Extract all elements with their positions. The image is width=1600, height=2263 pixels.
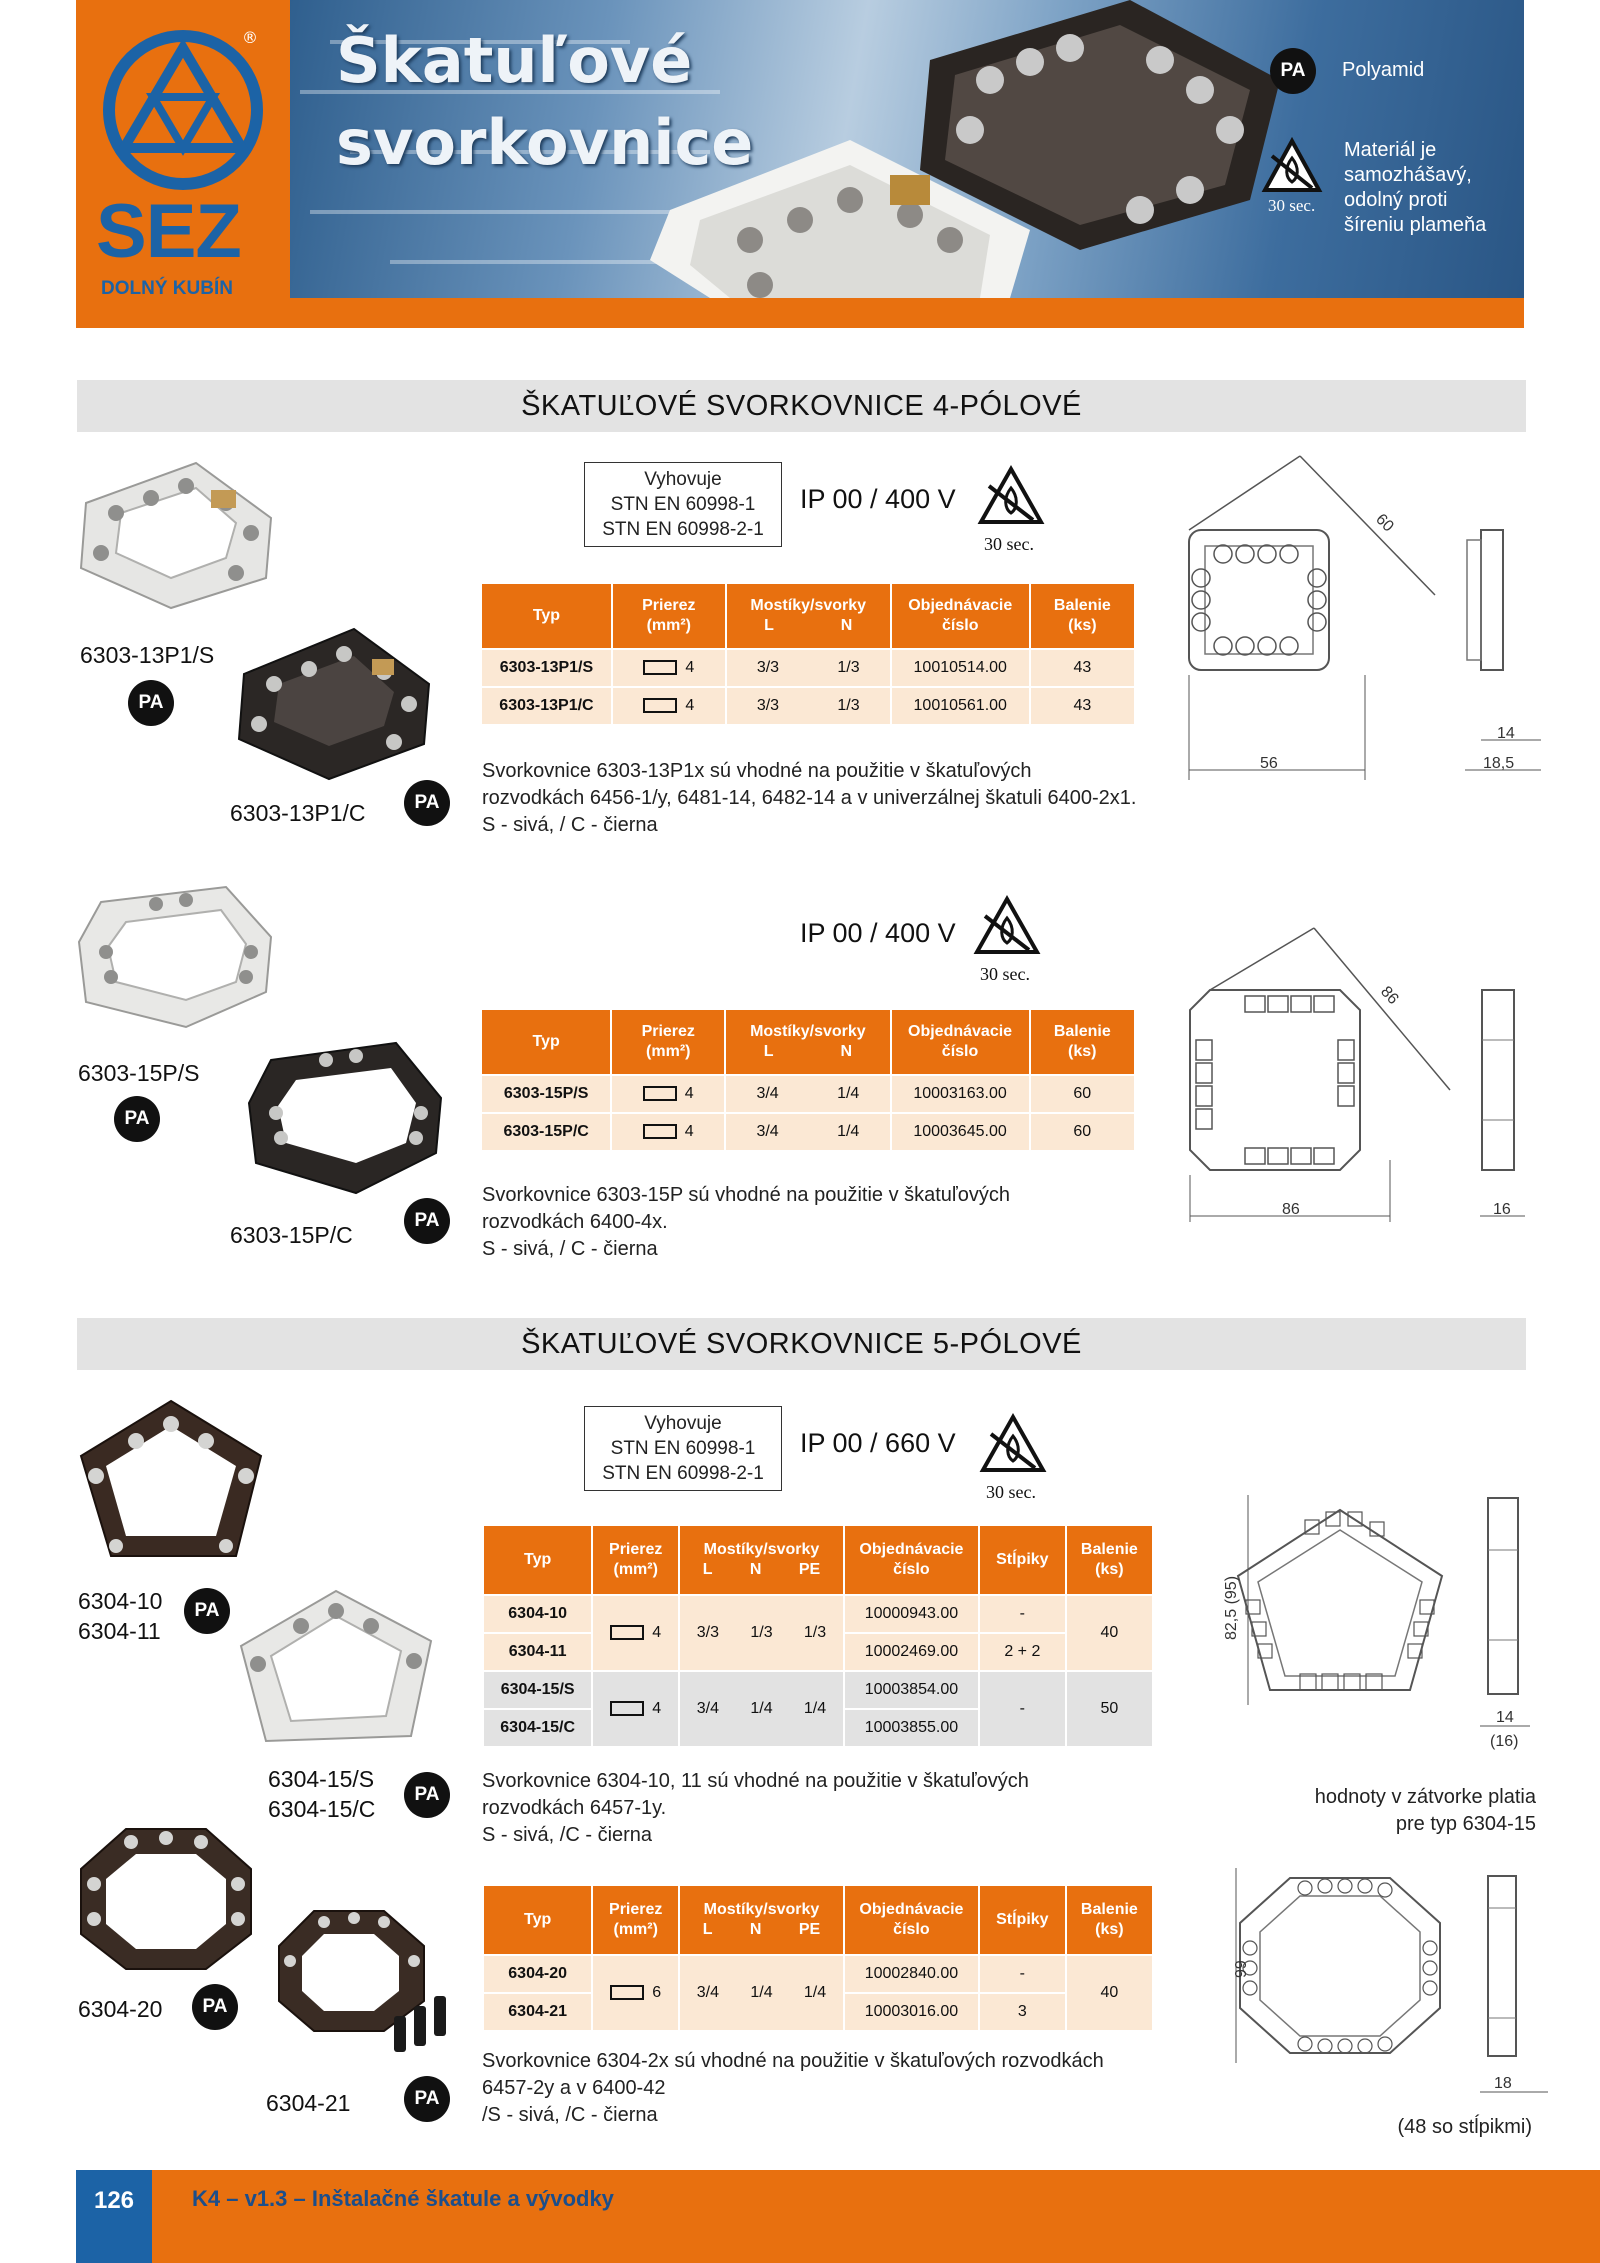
legend-pa-badge: PA — [1270, 48, 1316, 94]
table-row — [482, 650, 1134, 686]
legend-flame-sec: 30 sec. — [1268, 196, 1316, 215]
header-obj-2: číslo — [941, 1043, 979, 1060]
header-prierez-unit: (mm²) — [646, 1043, 691, 1060]
dim-diagonal: 86 — [1377, 983, 1402, 1008]
cell-stl: - — [980, 1672, 1065, 1746]
cell-typ: 6304-15/C — [500, 1719, 575, 1736]
col-objednavacie — [845, 1886, 978, 1954]
title-line-2: svorkovnice — [336, 106, 754, 179]
registered-mark: ® — [242, 28, 258, 47]
label-6304-11: 6304-11 — [78, 1618, 161, 1644]
cell-obj: 10003645.00 — [892, 1114, 1029, 1150]
pa-badge: PA — [184, 1588, 230, 1634]
dim-diagonal: 60 — [1372, 510, 1397, 536]
description — [482, 758, 1202, 839]
legend-line-3: odolný proti — [1344, 189, 1448, 211]
col-objednavacie — [892, 584, 1029, 648]
col-balenie — [1031, 1010, 1134, 1074]
flame-seconds: 30 sec. — [986, 1482, 1036, 1502]
header-N: N — [840, 617, 853, 634]
desc-line-1: Svorkovnice 6304-2x sú vhodné na použitie v škatuľových rozvodkách — [482, 2050, 1104, 2072]
ip-rating: IP 00 / 400 V — [800, 484, 956, 514]
col-prierez — [613, 584, 725, 648]
header-prierez-unit: (mm²) — [613, 1561, 658, 1578]
label-6304-15-S: 6304-15/S — [268, 1766, 375, 1792]
header-N: N — [749, 1561, 762, 1578]
header-N: N — [749, 1921, 762, 1938]
desc-line-1: Svorkovnice 6303-15P sú vhodné na použitie v škatuľových — [482, 1184, 1011, 1206]
dim-side: 16 — [1493, 1201, 1511, 1218]
pa-badge: PA — [192, 1984, 238, 2030]
header-obj-2: číslo — [893, 1921, 930, 1938]
cell-bal: 40 — [1067, 1956, 1152, 2030]
col-prierez — [593, 1886, 678, 1954]
cell-obj: 10003016.00 — [845, 1994, 978, 2030]
desc-line-1: Svorkovnice 6303-13P1x sú vhodné na použitie v škatuľových — [482, 760, 1032, 782]
col-mostiky — [727, 584, 890, 648]
header-bal: Balenie — [1080, 1541, 1138, 1558]
cell-N: 1/4 — [750, 1700, 773, 1717]
table-row — [484, 1956, 1152, 1992]
cell-typ: 6303-13P1/S — [499, 659, 594, 676]
product-label-6303-13P1-C: 6303-13P1/C — [230, 800, 366, 826]
header-bal: Balenie — [1053, 1023, 1111, 1040]
note-6304-15 — [1200, 1784, 1536, 1838]
cell-prierez: 4 — [684, 1123, 694, 1140]
cell-L: 3/3 — [696, 1624, 720, 1641]
col-objednavacie — [892, 1010, 1029, 1074]
desc-line-2: rozvodkách 6400-4x. — [482, 1211, 668, 1233]
spec-table-6303-15P — [480, 1008, 1136, 1152]
cross-section-icon — [643, 698, 677, 713]
header-prierez: Prierez — [609, 1541, 663, 1558]
pa-badge: PA — [404, 1772, 450, 1818]
pa-badge: PA — [404, 1198, 450, 1244]
col-typ: Typ — [482, 584, 611, 648]
standard-box — [584, 1406, 782, 1491]
cell-prierez: 4 — [684, 1085, 694, 1102]
product-label-6304-15 — [268, 1764, 375, 1824]
page-number: 126 — [76, 2170, 152, 2263]
std-line-2: STN EN 60998-1 — [610, 494, 756, 515]
dim-side-1: 14 — [1497, 725, 1515, 742]
cell-bal: 43 — [1031, 650, 1134, 686]
cell-obj: 10003855.00 — [845, 1710, 978, 1746]
dim-width: 86 — [1282, 1201, 1300, 1218]
product-photo-6303-13P1-S — [76, 458, 276, 613]
header-prierez: Prierez — [641, 1023, 695, 1040]
product-photo-6304-15 — [236, 1586, 436, 1746]
spec-table-6304-1x — [482, 1524, 1154, 1748]
col-mostiky — [680, 1886, 843, 1954]
header-PE: PE — [798, 1921, 821, 1938]
section-title-5-pole: ŠKATUĽOVÉ SVORKOVNICE 5-PÓLOVÉ — [77, 1318, 1526, 1370]
desc-line-3: S - sivá, /C - čierna — [482, 1824, 653, 1846]
legend-pa-text: Polyamid — [1342, 59, 1425, 81]
cell-typ: 6304-11 — [508, 1643, 567, 1660]
header-prierez: Prierez — [642, 597, 696, 614]
cell-prierez: 4 — [652, 1700, 662, 1717]
cross-section-icon — [643, 1086, 677, 1101]
label-6304-10: 6304-10 — [78, 1588, 163, 1614]
pa-badge: PA — [128, 680, 174, 726]
header-obj: Objednávacie — [859, 1901, 964, 1918]
desc-line-2: rozvodkách 6456-1/y, 6481-14, 6482-14 a v univerzálnej škatuli 6400-2x1. — [482, 787, 1137, 809]
header-obj: Objednávacie — [908, 1023, 1013, 1040]
cell-stl: - — [980, 1596, 1065, 1632]
legend-line-1: Materiál je — [1344, 139, 1437, 161]
col-prierez — [593, 1526, 678, 1594]
flame-seconds: 30 sec. — [984, 534, 1034, 554]
product-label-6303-15P-S: 6303-15P/S — [78, 1060, 200, 1086]
col-balenie — [1067, 1886, 1152, 1954]
header-prierez-unit: (mm²) — [646, 617, 691, 634]
pa-badge: PA — [404, 780, 450, 826]
spec-table-6304-2x — [482, 1884, 1154, 2032]
footer-band — [76, 2170, 1600, 2263]
desc-line-3: S - sivá, / C - čierna — [482, 814, 658, 836]
std-line-1: Vyhovuje — [644, 1413, 722, 1434]
cell-PE: 1/3 — [803, 1624, 827, 1641]
table-row — [482, 1076, 1134, 1112]
product-photo-6304-20 — [76, 1824, 256, 1974]
desc-line-3: /S - sivá, /C - čierna — [482, 2104, 658, 2126]
header-bal-2: (ks) — [1068, 1043, 1097, 1060]
std-line-3: STN EN 60998-2-1 — [602, 519, 764, 540]
legend-flame-text — [1344, 138, 1486, 238]
cell-typ: 6304-21 — [508, 2003, 567, 2020]
cell-obj: 10002469.00 — [845, 1634, 978, 1670]
cell-prierez: 4 — [652, 1624, 662, 1641]
desc-line-3: S - sivá, / C - čierna — [482, 1238, 658, 1260]
dim-height: 99 — [1233, 1960, 1250, 1978]
header-L: L — [702, 1921, 713, 1938]
table-row — [484, 1672, 1152, 1708]
product-label-6304-10-11 — [78, 1586, 162, 1646]
cell-obj: 10003163.00 — [892, 1076, 1029, 1112]
technical-drawing-6304-2x — [1230, 1868, 1570, 2108]
cell-prierez: 4 — [685, 697, 695, 714]
dim-side: 18 — [1494, 2075, 1512, 2092]
cell-L: 3/3 — [756, 697, 780, 714]
header-PE: PE — [798, 1561, 821, 1578]
cell-obj: 10002840.00 — [845, 1956, 978, 1992]
header-prierez: Prierez — [609, 1901, 663, 1918]
logo-subtitle: DOLNÝ KUBÍN — [101, 278, 233, 299]
header-obj-2: číslo — [893, 1561, 930, 1578]
cell-N: 1/3 — [837, 659, 860, 676]
product-photo-6304-10 — [76, 1396, 266, 1566]
ip-rating: IP 00 / 400 V — [800, 918, 956, 948]
flame-retardant-icon — [974, 896, 1040, 956]
cell-bal: 50 — [1067, 1672, 1152, 1746]
col-stlpiky: Stĺpiky — [980, 1526, 1065, 1594]
technical-drawing-6304-1x — [1223, 1490, 1570, 1770]
spec-table-6303-13P1 — [480, 582, 1136, 726]
legend-line-2: samozhášavý, — [1344, 164, 1472, 186]
cell-typ: 6303-15P/S — [503, 1085, 589, 1102]
col-balenie — [1067, 1526, 1152, 1594]
product-label-6304-21: 6304-21 — [266, 2090, 351, 2116]
cross-section-icon — [643, 1124, 677, 1139]
dim-side-2: (16) — [1490, 1733, 1519, 1750]
header-bal-2: (ks) — [1095, 1561, 1124, 1578]
col-mostiky — [680, 1526, 843, 1594]
header-obj: Objednávacie — [859, 1541, 964, 1558]
legend-line-4: šíreniu plameňa — [1344, 214, 1487, 236]
cell-N: 1/4 — [750, 1984, 773, 2001]
table-row — [482, 688, 1134, 724]
cell-typ: 6303-15P/C — [503, 1123, 589, 1140]
col-typ: Typ — [484, 1526, 591, 1594]
cell-bal: 43 — [1031, 688, 1134, 724]
dim-side-2: 18,5 — [1483, 755, 1515, 772]
product-label-6304-20: 6304-20 — [78, 1996, 163, 2022]
cell-N: 1/4 — [837, 1085, 860, 1102]
header-obj: Objednávacie — [908, 597, 1013, 614]
product-photo-6304-21 — [274, 1906, 454, 2056]
dim-side-1: 14 — [1496, 1709, 1514, 1726]
product-photo-6303-13P1-C — [234, 624, 434, 784]
header-L: L — [764, 617, 774, 634]
logo-text: SEZ — [96, 189, 241, 274]
page-title — [336, 20, 753, 184]
header-prierez-unit: (mm²) — [613, 1921, 658, 1938]
description — [482, 2048, 1182, 2129]
flame-retardant-icon — [1262, 138, 1322, 194]
flame-seconds: 30 sec. — [980, 964, 1030, 984]
cell-typ: 6304-10 — [508, 1605, 567, 1622]
col-objednavacie — [845, 1526, 978, 1594]
header-N: N — [840, 1043, 853, 1060]
note-line-2: pre typ 6304-15 — [1395, 1813, 1536, 1835]
cell-L: 3/4 — [756, 1085, 779, 1102]
cell-prierez: 6 — [652, 1984, 662, 2001]
cell-bal: 40 — [1067, 1596, 1152, 1670]
cell-L: 3/3 — [756, 659, 780, 676]
std-line-2: STN EN 60998-1 — [610, 1438, 756, 1459]
cell-N: 1/4 — [837, 1123, 860, 1140]
col-typ: Typ — [484, 1886, 591, 1954]
header-mostiky: Mostíky/svorky — [703, 1901, 820, 1918]
table-row — [482, 1114, 1134, 1150]
cell-typ: 6304-15/S — [500, 1681, 575, 1698]
cell-stl: - — [980, 1956, 1065, 1992]
technical-drawing-6303-13P1 — [1165, 450, 1565, 790]
cell-L: 3/4 — [696, 1984, 720, 2001]
pa-badge: PA — [404, 2076, 450, 2122]
desc-line-2: rozvodkách 6457-1y. — [482, 1797, 667, 1819]
cell-stl: 3 — [980, 1994, 1065, 2030]
cell-obj: 10003854.00 — [845, 1672, 978, 1708]
cell-bal: 60 — [1031, 1114, 1134, 1150]
flame-retardant-icon — [980, 1414, 1046, 1474]
header-L: L — [763, 1043, 774, 1060]
product-photo-6303-15P-S — [76, 882, 276, 1032]
cross-section-icon — [643, 660, 677, 675]
cell-N: 1/3 — [750, 1624, 773, 1641]
header-bal: Balenie — [1053, 597, 1111, 614]
footer-chapter: K4 – v1.3 – Inštalačné škatule a vývodky — [192, 2186, 614, 2211]
desc-line-1: Svorkovnice 6304-10, 11 sú vhodné na použitie v škatuľových — [482, 1770, 1029, 1792]
product-photo-6303-15P-C — [246, 1038, 446, 1198]
ip-rating: IP 00 / 660 V — [800, 1428, 956, 1458]
col-balenie — [1031, 584, 1134, 648]
header-bal: Balenie — [1080, 1901, 1138, 1918]
col-stlpiky: Stĺpiky — [980, 1886, 1065, 1954]
cross-section-icon — [610, 1701, 644, 1716]
product-label-6303-13P1-S: 6303-13P1/S — [80, 642, 215, 668]
std-line-3: STN EN 60998-2-1 — [602, 1463, 764, 1484]
cell-stl: 2 + 2 — [980, 1634, 1065, 1670]
header-bal-2: (ks) — [1068, 617, 1097, 634]
cell-L: 3/4 — [756, 1123, 779, 1140]
cross-section-icon — [610, 1625, 644, 1640]
cell-PE: 1/4 — [803, 1984, 827, 2001]
description — [482, 1768, 1122, 1849]
technical-drawing-6303-15P — [1180, 920, 1560, 1230]
flame-retardant-icon — [978, 466, 1044, 526]
cell-typ: 6303-13P1/C — [499, 697, 594, 714]
header-mostiky: Mostíky/svorky — [703, 1541, 820, 1558]
note-stlpiky: (48 so stĺpikmi) — [1397, 2116, 1532, 2138]
description — [482, 1182, 1122, 1263]
cell-obj: 10010514.00 — [892, 650, 1029, 686]
cell-prierez: 4 — [685, 659, 695, 676]
col-prierez — [612, 1010, 724, 1074]
header-bal-2: (ks) — [1095, 1921, 1124, 1938]
note-line-1: hodnoty v zátvorke platia — [1314, 1786, 1536, 1808]
desc-line-2: 6457-2y a v 6400-42 — [482, 2077, 666, 2099]
section-title-4-pole: ŠKATUĽOVÉ SVORKOVNICE 4-PÓLOVÉ — [77, 380, 1526, 432]
title-line-1: Škatuľové — [336, 24, 693, 97]
cell-obj: 10000943.00 — [845, 1596, 978, 1632]
cell-L: 3/4 — [696, 1700, 720, 1717]
product-label-6303-15P-C: 6303-15P/C — [230, 1222, 353, 1248]
cell-N: 1/3 — [837, 697, 860, 714]
cell-PE: 1/4 — [803, 1700, 827, 1717]
std-line-1: Vyhovuje — [644, 469, 722, 490]
header-mostiky: Mostíky/svorky — [750, 597, 867, 614]
header-mostiky: Mostíky/svorky — [750, 1023, 866, 1040]
header-obj-2: číslo — [942, 617, 979, 634]
col-typ: Typ — [482, 1010, 610, 1074]
col-mostiky — [726, 1010, 889, 1074]
label-6304-15-C: 6304-15/C — [268, 1796, 376, 1822]
cell-obj: 10010561.00 — [892, 688, 1029, 724]
cross-section-icon — [610, 1985, 644, 2000]
header-L: L — [702, 1561, 713, 1578]
dim-height: 82,5 (95) — [1223, 1575, 1240, 1640]
table-row — [484, 1596, 1152, 1632]
pa-badge: PA — [114, 1096, 160, 1142]
cell-typ: 6304-20 — [508, 1965, 567, 1982]
dim-width: 56 — [1260, 755, 1278, 772]
standard-box — [584, 462, 782, 547]
cell-bal: 60 — [1031, 1076, 1134, 1112]
